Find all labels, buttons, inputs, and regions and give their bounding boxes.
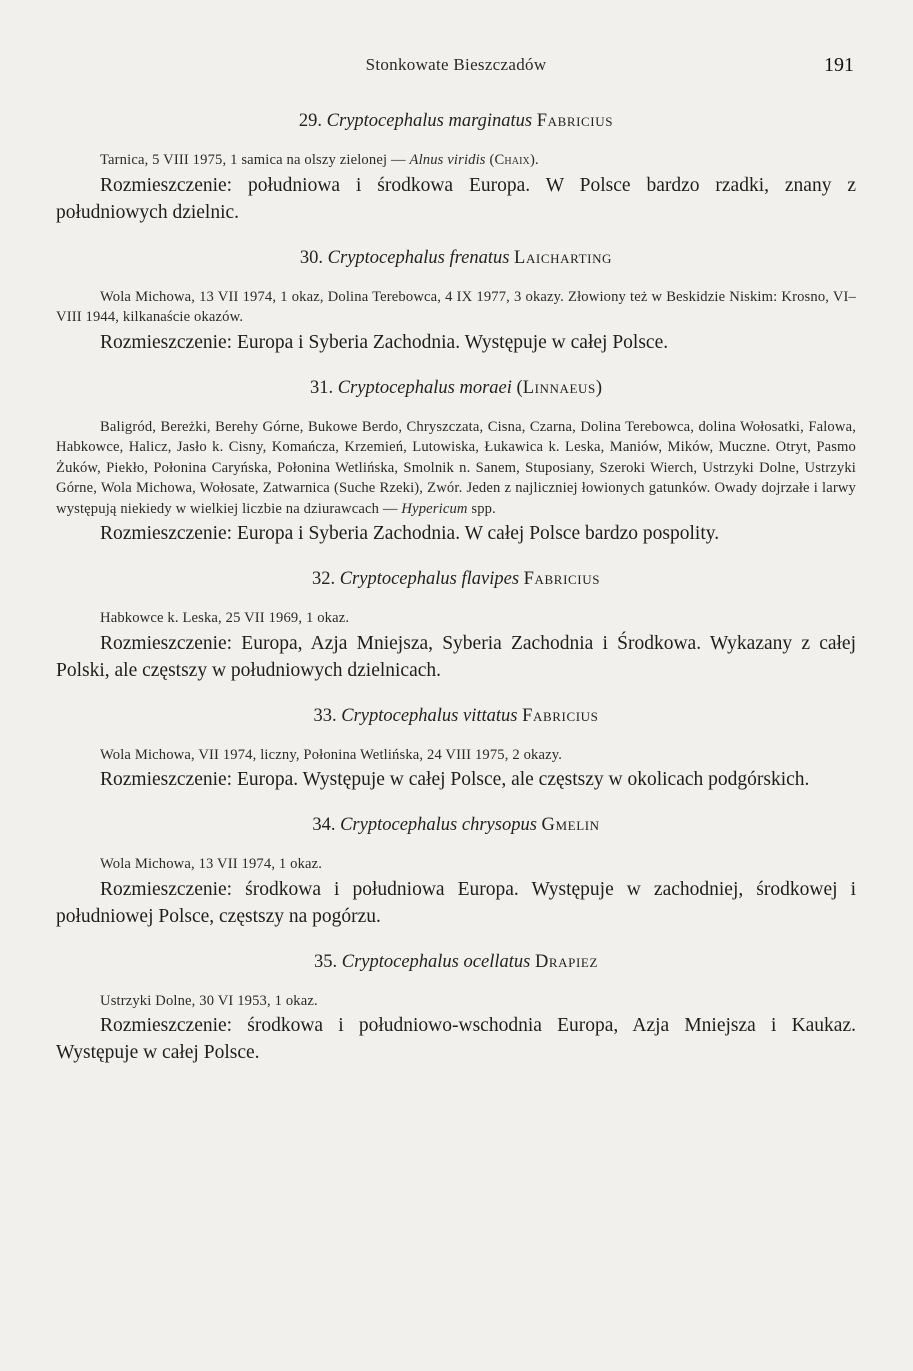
- genus-name: Cryptocephalus: [337, 377, 455, 398]
- distribution-text: Rozmieszczenie: środkowa i południowo-wschodnia Europa, Azja Mniejsza i Kaukaz. Występuje w całej Polsce.: [56, 1015, 856, 1063]
- distribution-text: Rozmieszczenie: Europa. Występuje w całej Polsce, ale częstszy w okolicach podgórskich.: [100, 769, 810, 790]
- species-number: 35.: [313, 951, 338, 972]
- running-title: Stonkowate Bieszczadów: [365, 55, 547, 74]
- records-text: Tarnica, 5 VIII 1975, 1 samica na olszy zielonej —: [100, 152, 410, 168]
- species-heading: [56, 109, 856, 133]
- records-text: spp.: [467, 500, 496, 517]
- genus-name: Cryptocephalus: [340, 815, 458, 835]
- species-heading: [56, 950, 856, 974]
- species-number: 31.: [309, 377, 334, 398]
- collection-records: Wola Michowa, 13 VII 1974, 1 okaz.: [100, 856, 323, 872]
- genus-name: Cryptocephalus: [327, 247, 445, 268]
- collector-name: Chaix: [494, 152, 530, 168]
- page-number: 191: [824, 54, 854, 76]
- records-text: ).: [529, 152, 539, 168]
- records-text: (: [485, 152, 495, 168]
- species-author: Laicharting: [514, 247, 613, 268]
- species-name: marginatus: [448, 111, 533, 131]
- distribution-text: Rozmieszczenie: Europa i Syberia Zachodnia. W całej Polsce bardzo pospolity.: [100, 523, 720, 544]
- species-name: vittatus: [463, 705, 518, 726]
- species-author: Fabricius: [522, 705, 599, 726]
- species-entry: [56, 950, 856, 1067]
- collection-records: Wola Michowa, 13 VII 1974, 1 okaz, Dolina Terebowca, 4 IX 1977, 3 okazy. Złowiony też w Beskidzie Niskim: Krosno, VI–VIII 1944, kilkanaście okazów.: [56, 288, 856, 325]
- host-plant-name: Alnus viridis: [409, 152, 486, 168]
- author-paren-open: (: [516, 377, 523, 398]
- species-author: Drapiez: [534, 951, 598, 972]
- species-number: 33.: [313, 705, 337, 726]
- species-heading: [56, 246, 856, 270]
- species-entry: [56, 376, 856, 548]
- genus-name: Cryptocephalus: [326, 111, 444, 131]
- collection-records: Habkowce k. Leska, 25 VII 1969, 1 okaz.: [100, 610, 350, 626]
- document-page: [56, 55, 856, 1066]
- collection-records: Ustrzyki Dolne, 30 VI 1953, 1 okaz.: [100, 992, 318, 1009]
- species-author: [517, 378, 603, 398]
- species-name: flavipes: [461, 569, 520, 589]
- species-number: 30.: [299, 247, 324, 268]
- collection-records: Wola Michowa, VII 1974, liczny, Połonina Wetlińska, 24 VIII 1975, 2 okazy.: [100, 746, 563, 763]
- species-author: Fabricius: [523, 569, 601, 589]
- species-entry: [56, 813, 856, 930]
- species-entry: [56, 109, 856, 226]
- distribution-text: Rozmieszczenie: Europa, Azja Mniejsza, Syberia Zachodnia i Środkowa. Wykazany z całej Polski, ale częstszy w południowych dzielnicach.: [56, 632, 856, 681]
- host-plant-name: Hypericum: [401, 500, 468, 517]
- genus-name: Cryptocephalus: [339, 569, 457, 589]
- species-number: 29.: [298, 111, 323, 131]
- running-header: [56, 55, 856, 89]
- species-number: 32.: [311, 569, 336, 589]
- species-heading: [56, 704, 856, 728]
- species-name: ocellatus: [463, 951, 531, 972]
- author-name: Linnaeus: [522, 377, 596, 398]
- species-heading: [56, 567, 856, 591]
- species-entry: [56, 567, 856, 684]
- species-name: chrysopus: [461, 815, 537, 835]
- author-paren-close: ): [595, 377, 603, 398]
- collection-records: [56, 150, 856, 171]
- species-heading: [56, 376, 856, 400]
- species-name: frenatus: [449, 247, 510, 268]
- species-name: moraei: [459, 377, 512, 398]
- distribution-text: Rozmieszczenie: południowa i środkowa Europa. W Polsce bardzo rzadki, znany z południowych dzielnic.: [56, 174, 856, 223]
- genus-name: Cryptocephalus: [341, 951, 459, 972]
- species-number: 34.: [312, 815, 336, 835]
- species-author: Fabricius: [536, 111, 614, 131]
- genus-name: Cryptocephalus: [341, 705, 459, 726]
- distribution-text: Rozmieszczenie: środkowa i południowa Europa. Występuje w zachodniej, środkowej i południowej Polsce, częstszy na pogórzu.: [56, 878, 856, 927]
- species-entry: [56, 704, 856, 794]
- collection-records: [56, 417, 856, 520]
- species-author: Gmelin: [541, 815, 600, 835]
- records-text: Baligród, Bereżki, Berehy Górne, Bukowe Berdo, Chryszczata, Cisna, Czarna, Dolina Terebowca, dolina Wołosatki, Falowa, Habkowce, Halicz, Jasło k. Cisny, Komańcza, Krzemień, Lutowiska, Łukawica k. Leska, Maniów, Mików, Muczne. Otryt, Pasmo Żuków, Piekło, Połonina Caryńska, Połonina Wetlińska, Smolnik n. Sanem, Stuposiany, Szeroki Wierch, Ustrzyki Dolne, Ustrzyki Górne, Wola Michowa, Wołosate, Zatwarnica (Suche Rzeki), Zwór. Jeden z najliczniej łowionych gatunków. Owady dojrzałe i larwy występują niekiedy w wielkiej liczbie na dziurawcach —: [56, 418, 856, 517]
- distribution-text: Rozmieszczenie: Europa i Syberia Zachodnia. Występuje w całej Polsce.: [100, 331, 669, 353]
- species-heading: [56, 813, 856, 837]
- species-entry: [56, 246, 856, 356]
